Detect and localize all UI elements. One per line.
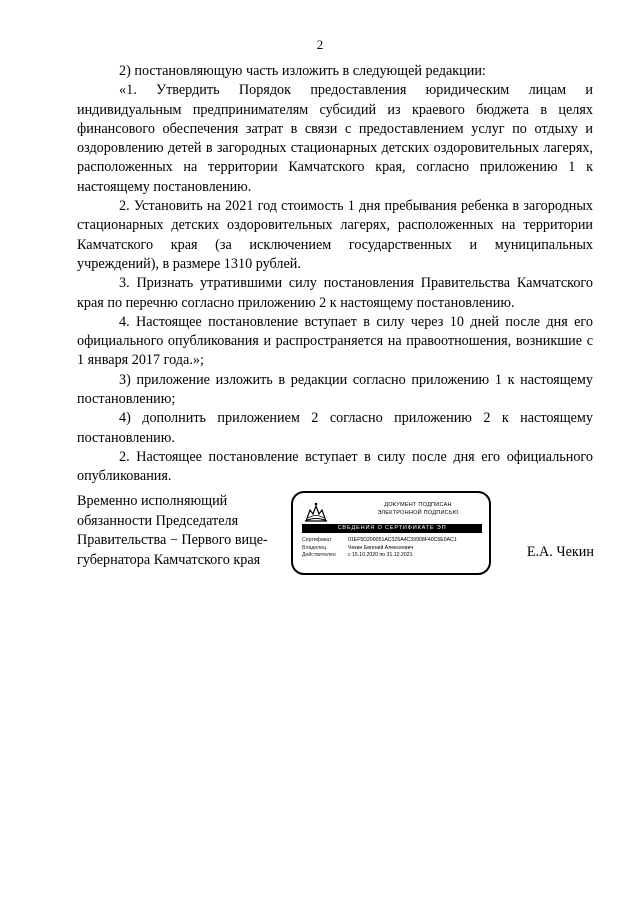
paragraph-5: 4. Настоящее постановление вступает в силу через 10 дней после дня его официального опубликования и распространяется на правоотношения, возникшие с 1 января 2017 года.»; [77, 313, 593, 369]
page-number: 2 [316, 37, 324, 52]
stamp-key: Действителен [302, 552, 336, 559]
stamp-row-certificate [302, 537, 486, 545]
paragraph-1: 2) постановляющую часть изложить в следующей редакции: [119, 63, 486, 79]
stamp-details [302, 537, 486, 560]
stamp-title-line: ДОКУМЕНТ ПОДПИСАН [384, 502, 452, 508]
paragraph-6: 3) приложение изложить в редакции согласно приложению 1 к настоящему постановлению; [77, 371, 593, 408]
stamp-title-line: ЭЛЕКТРОННОЙ ПОДПИСЬЮ [377, 509, 459, 516]
stamp-header-bar: СВЕДЕНИЯ О СЕРТИФИКАТЕ ЭП [302, 524, 482, 533]
stamp-title [353, 502, 483, 517]
digital-signature-stamp [291, 491, 491, 575]
signer-line: Правительства − Первого вице- [77, 532, 268, 549]
signer-line: губернатора Камчатского края [77, 551, 261, 568]
signer-line: обязанности Председателя [77, 512, 239, 529]
paragraph-8: 2. Настоящее постановление вступает в силу после дня его официального опубликования. [77, 448, 593, 485]
stamp-row-validity [302, 552, 486, 560]
stamp-value: Чекин Евгений Алексеевич [348, 544, 414, 551]
stamp-key: Сертификат [302, 537, 332, 543]
stamp-value: 01EF5D200051AC326A4C39908F40C5E0AC1 [348, 537, 457, 543]
stamp-key: Владелец [302, 544, 326, 551]
paragraph-3: 2. Установить на 2021 год стоимость 1 дня пребывания ребенка в загородных стационарных детских оздоровительных лагерях, расположенных на территории Камчатского края (за исключением государственных и муниципальных учреждений), в размере 1310 рублей. [77, 198, 593, 272]
stamp-value: с 15.10.2020 по 31.12.2021 [348, 552, 413, 559]
signer-name: Е.А. Чекин [526, 544, 594, 560]
signer-title [77, 492, 287, 570]
paragraph-4: 3. Признать утратившими силу постановления Правительства Камчатского края по перечню согласно приложению 2 к настоящему постановлению. [77, 275, 593, 311]
paragraph-2: «1. Утвердить Порядок предоставления юридическим лицам и индивидуальным предпринимателям субсидий из краевого бюджета в целях финансового обеспечения затрат в связи с предоставлением услуг по отдыху и оздоровлению детей в загородных стационарных детских оздоровительных лагерях, расположенных на территории Камчатского края, согласно приложению 1 к настоящему постановлению. [77, 82, 593, 195]
document-body [77, 62, 593, 487]
paragraph-7: 4) дополнить приложением 2 согласно приложению 2 к настоящему постановлению. [77, 410, 593, 446]
signer-line: Временно исполняющий [77, 493, 228, 509]
coat-of-arms-icon [303, 501, 329, 523]
